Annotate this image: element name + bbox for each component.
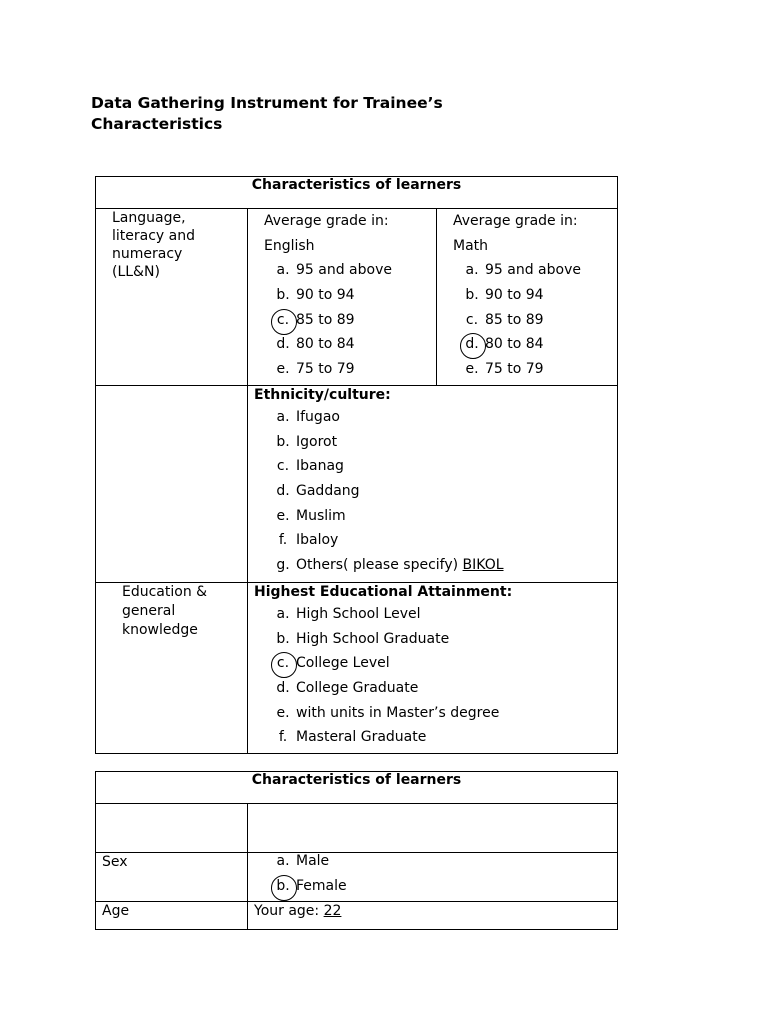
english-subject: English (264, 237, 315, 254)
english-grade-option[interactable] (248, 283, 436, 308)
sex-options (248, 849, 617, 898)
english-grade-option-letter: a. (276, 262, 290, 279)
ethnicity-option-text: Muslim (296, 507, 346, 524)
ethnicity-option-letter: a. (276, 409, 290, 425)
table2-header (96, 772, 618, 804)
education-option-letter: a. (276, 606, 290, 622)
education-label-line: general (122, 603, 176, 619)
ethnicity-option-letter: b. (276, 433, 290, 450)
english-grade-option-text: 90 to 94 (296, 287, 355, 304)
english-grade-option-text: 75 to 79 (296, 361, 355, 378)
ethnicity-option-letter: c. (276, 458, 290, 475)
math-grade-option-text: 95 and above (485, 262, 581, 279)
ethnicity-option-text: Ifugao (296, 409, 340, 425)
education-cell (248, 583, 618, 754)
age-value: 22 (323, 903, 342, 919)
math-grade-option-letter: e. (465, 361, 479, 378)
table2-header-text: Characteristics of learners (251, 772, 462, 788)
ethnicity-option[interactable] (248, 479, 617, 504)
ethnicity-label-cell (96, 386, 248, 583)
math-options (437, 258, 617, 381)
ethnicity-option[interactable] (248, 553, 617, 578)
english-grade-option-letter: b. (276, 287, 290, 304)
lln-label-line: literacy and (112, 228, 195, 244)
sex-label: Sex (102, 854, 128, 870)
education-option-text: College Level (296, 655, 390, 672)
ethnicity-option-letter: e. (276, 507, 290, 524)
sex-option-text: Female (296, 877, 347, 894)
ethnicity-option[interactable] (248, 405, 617, 430)
ethnicity-option-letter: d. (276, 483, 290, 500)
education-option-letter: f. (278, 729, 288, 746)
math-grade-option-letter: b. (465, 287, 479, 304)
education-option-text: Masteral Graduate (296, 729, 427, 746)
sex-cell (248, 853, 618, 902)
education-option[interactable] (248, 725, 617, 750)
lln-label-cell (96, 209, 248, 386)
english-grade-option-letter: e. (276, 361, 290, 378)
math-heading: Average grade in: (453, 213, 578, 229)
math-grade-option-letter-circled: d. (463, 332, 481, 357)
learner-characteristics-table-2 (95, 771, 618, 930)
education-option[interactable] (248, 701, 617, 726)
math-grade-option-text: 80 to 84 (485, 336, 544, 353)
sex-option-letter: a. (276, 853, 290, 869)
math-grade-option[interactable] (437, 308, 617, 333)
sex-option-text: Male (296, 853, 330, 869)
education-option[interactable] (248, 676, 617, 701)
english-heading: Average grade in: (264, 213, 389, 229)
ethnicity-option-text: Gaddang (296, 483, 360, 500)
education-option[interactable] (248, 651, 617, 676)
math-grade-option-text: 85 to 89 (485, 311, 544, 328)
ethnicity-option[interactable] (248, 528, 617, 553)
ethnicity-heading: Ethnicity/culture: (254, 387, 391, 403)
english-grade-option[interactable] (248, 332, 436, 357)
title-line-2: Characteristics (91, 115, 223, 133)
math-grade-cell (437, 209, 618, 386)
education-heading: Highest Educational Attainment: (254, 584, 513, 600)
math-grade-option[interactable] (437, 357, 617, 382)
ethnicity-option[interactable] (248, 454, 617, 479)
sex-option-letter-circled: b. (274, 874, 292, 899)
age-cell (248, 902, 618, 930)
education-option-letter: d. (276, 680, 290, 697)
math-grade-option[interactable] (437, 332, 617, 357)
education-option-letter-circled: c. (274, 651, 292, 676)
ethnicity-option-letter: f. (278, 532, 288, 549)
education-option-text: High School Level (296, 606, 421, 622)
lln-label-line: Language, (112, 210, 186, 226)
english-options (248, 258, 436, 381)
ethnicity-options (248, 405, 617, 578)
education-option[interactable] (248, 627, 617, 652)
education-options (248, 602, 617, 750)
ethnicity-specified-answer: BIKOL (462, 557, 504, 574)
english-grade-option[interactable] (248, 357, 436, 382)
sex-option[interactable] (248, 849, 617, 874)
education-option-text: with units in Master’s degree (296, 704, 500, 721)
ethnicity-option-text: Igorot (296, 433, 338, 450)
ethnicity-option-text: Others( please specify) BIKOL (296, 557, 504, 574)
title-line-1: Data Gathering Instrument for Trainee’s (91, 94, 443, 112)
blank-label-cell (96, 804, 248, 853)
table1-header (96, 177, 618, 209)
ethnicity-option-text: Ibanag (296, 458, 344, 475)
math-grade-option-letter: a. (465, 262, 479, 279)
english-grade-option-text: 85 to 89 (296, 311, 355, 328)
math-grade-option-text: 90 to 94 (485, 287, 544, 304)
lln-label-line: numeracy (112, 246, 183, 262)
math-grade-option[interactable] (437, 283, 617, 308)
sex-option[interactable] (248, 874, 617, 899)
math-grade-option[interactable] (437, 258, 617, 283)
ethnicity-option-letter: g. (276, 557, 290, 574)
blank-value-cell (248, 804, 618, 853)
math-grade-option-text: 75 to 79 (485, 361, 544, 378)
education-option-letter: b. (276, 630, 290, 647)
english-grade-option[interactable] (248, 308, 436, 333)
lln-label-line: (LL&N) (112, 264, 160, 280)
education-option-text: College Graduate (296, 680, 419, 697)
ethnicity-option[interactable] (248, 430, 617, 455)
document-title (91, 93, 443, 135)
lln-label (96, 209, 247, 281)
ethnicity-cell (248, 386, 618, 583)
education-option[interactable] (248, 602, 617, 627)
math-subject: Math (453, 237, 489, 254)
age-prefix: Your age: (254, 903, 324, 919)
age-label-cell (96, 902, 248, 930)
english-grade-option-text: 80 to 84 (296, 336, 355, 353)
learner-characteristics-table-1 (95, 176, 618, 754)
age-field (248, 902, 617, 920)
english-grade-option[interactable] (248, 258, 436, 283)
table1-header-text: Characteristics of learners (251, 177, 462, 193)
education-option-text: High School Graduate (296, 630, 450, 647)
ethnicity-option-text: Ibaloy (296, 532, 339, 549)
english-grade-option-letter: d. (276, 336, 290, 353)
english-grade-cell (248, 209, 437, 386)
math-grade-option-letter: c. (465, 311, 479, 328)
education-label-cell (96, 583, 248, 754)
age-label: Age (102, 903, 130, 919)
english-grade-option-letter-circled: c. (274, 308, 292, 333)
sex-label-cell (96, 853, 248, 902)
ethnicity-option[interactable] (248, 504, 617, 529)
education-label (96, 583, 247, 640)
education-label-line: knowledge (122, 622, 198, 638)
education-label-line: Education & (122, 584, 208, 600)
education-option-letter: e. (276, 704, 290, 721)
english-grade-option-text: 95 and above (296, 262, 392, 279)
